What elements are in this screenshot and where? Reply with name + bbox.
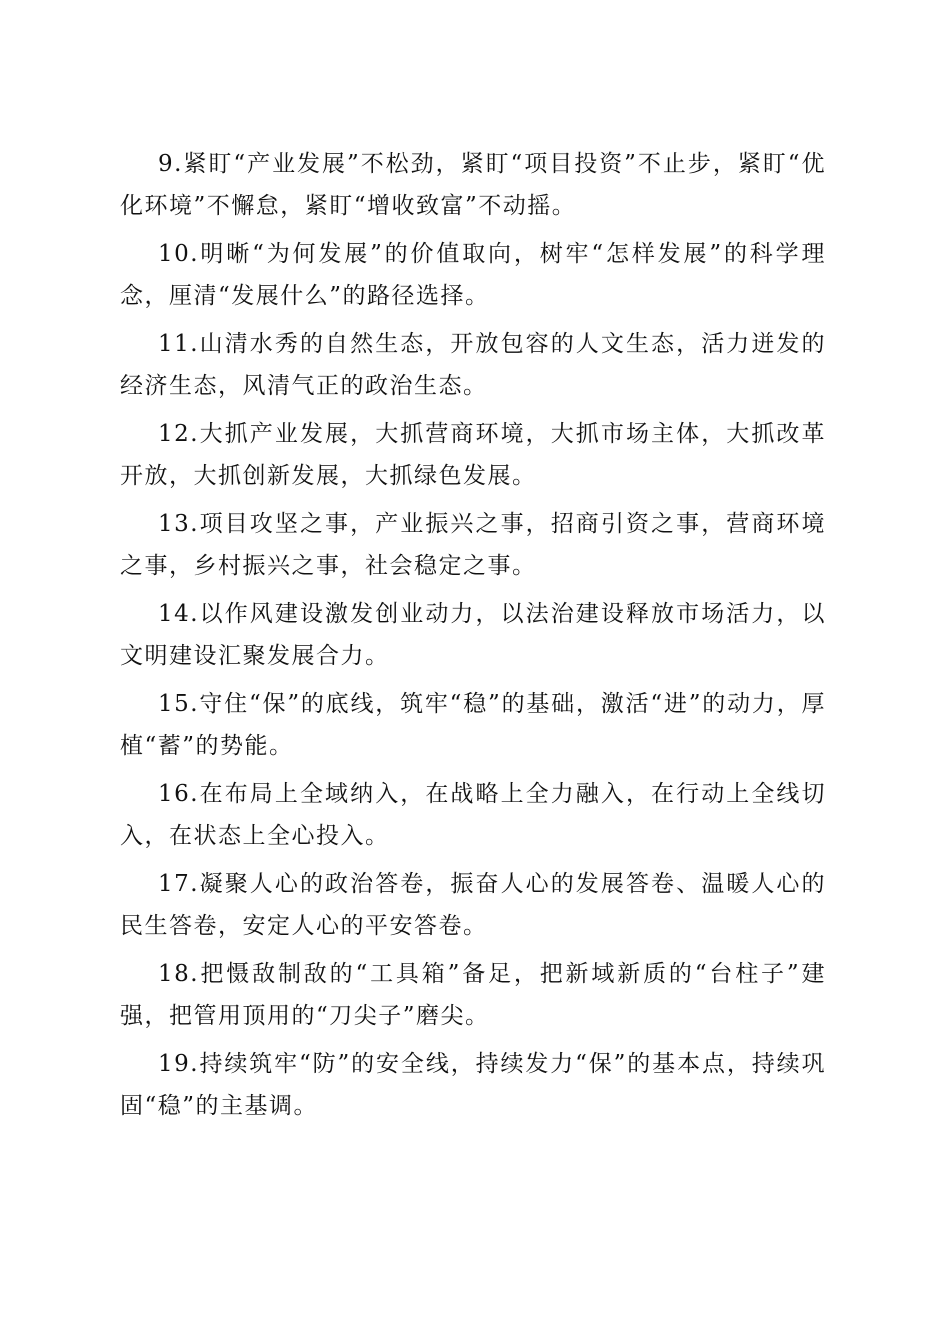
document-body bbox=[120, 143, 826, 1127]
list-item-12: 12.大抓产业发展，大抓营商环境，大抓市场主体，大抓改革开放，大抓创新发展，大抓绿色发展。 bbox=[120, 421, 826, 489]
list-item-14: 14.以作风建设激发创业动力，以法治建设释放市场活力，以文明建设汇聚发展合力。 bbox=[120, 601, 826, 669]
list-item-11: 11.山清水秀的自然生态，开放包容的人文生态，活力迸发的经济生态，风清气正的政治生态。 bbox=[120, 331, 826, 399]
list-item-16: 16.在布局上全域纳入，在战略上全力融入，在行动上全线切入，在状态上全心投入。 bbox=[120, 781, 826, 849]
list-item-15: 15.守住“保”的底线，筑牢“稳”的基础，激活“进”的动力，厚植“蓄”的势能。 bbox=[120, 691, 826, 759]
list-item-19: 19.持续筑牢“防”的安全线，持续发力“保”的基本点，持续巩固“稳”的主基调。 bbox=[120, 1051, 826, 1119]
list-item-9: 9.紧盯“产业发展”不松劲，紧盯“项目投资”不止步，紧盯“优化环境”不懈怠，紧盯“增收致富”不动摇。 bbox=[120, 151, 826, 219]
list-item-10: 10.明晰“为何发展”的价值取向，树牢“怎样发展”的科学理念，厘清“发展什么”的路径选择。 bbox=[120, 241, 826, 309]
list-item-17: 17.凝聚人心的政治答卷，振奋人心的发展答卷、温暖人心的民生答卷，安定人心的平安答卷。 bbox=[120, 871, 826, 939]
list-item-18: 18.把慑敌制敌的“工具箱”备足，把新域新质的“台柱子”建强，把管用顶用的“刀尖子”磨尖。 bbox=[120, 961, 826, 1029]
list-item-13: 13.项目攻坚之事，产业振兴之事，招商引资之事，营商环境之事，乡村振兴之事，社会稳定之事。 bbox=[120, 511, 826, 579]
